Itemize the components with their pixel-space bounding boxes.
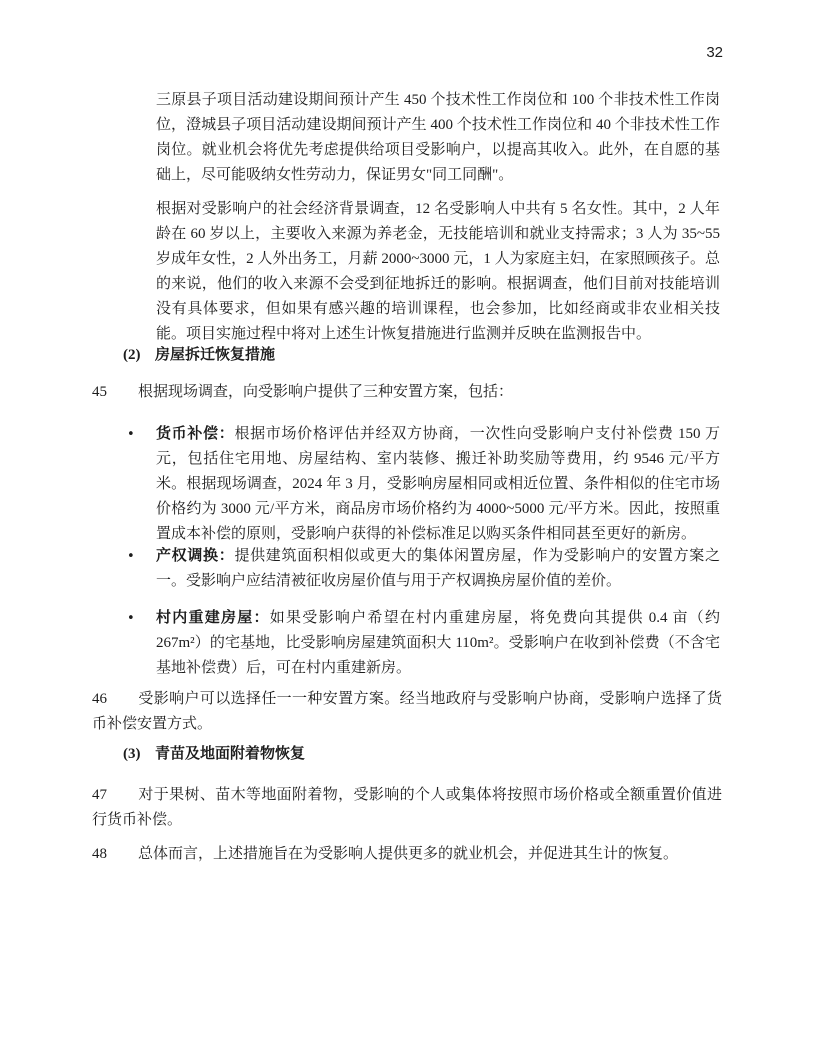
section-title: 房屋拆迁恢复措施 bbox=[155, 347, 276, 363]
bullet-term: 产权调换： bbox=[156, 548, 235, 564]
page-number: 32 bbox=[706, 44, 723, 61]
bullet-icon: • bbox=[127, 427, 135, 442]
intro-paragraph-employment: 三原县子项目活动建设期间预计产生 450 个技术性工作岗位和 100 个非技术性工作岗位，澄城县子项目活动建设期间预计产生 400 个技术性工作岗位和 40 个非技术性工作岗位。就业机会将优先考虑提供给项目受影响户，以提高其收入。此外，在自愿的基础上，尽可能吸纳女性劳动力，保证男女"同工同酬"。 bbox=[156, 92, 720, 183]
bullet-term: 村内重建房屋： bbox=[156, 610, 270, 626]
bullet-item-village-rebuild bbox=[127, 606, 720, 681]
bullet-icon: • bbox=[127, 549, 135, 564]
section-heading-crops-attachments bbox=[123, 742, 723, 767]
section-heading-house-demolition bbox=[123, 343, 723, 368]
paragraph-text: 根据现场调查，向受影响户提供了三种安置方案，包括： bbox=[138, 384, 514, 400]
paragraph-number: 47 bbox=[92, 787, 107, 803]
bullet-icon: • bbox=[127, 611, 135, 626]
numbered-paragraph-46 bbox=[92, 687, 722, 737]
paragraph-text: 受影响户可以选择任一一种安置方案。经当地政府与受影响户协商，受影响户选择了货币补偿安置方式。 bbox=[92, 691, 722, 732]
bullet-term: 货币补偿： bbox=[156, 426, 235, 442]
numbered-paragraph-45 bbox=[92, 380, 722, 405]
paragraph-number: 46 bbox=[92, 691, 107, 707]
paragraph-number: 45 bbox=[92, 384, 107, 400]
bullet-text: 提供建筑面积相似或更大的集体闲置房屋，作为受影响户的安置方案之一。受影响户应结清被征收房屋价值与用于产权调换房屋价值的差价。 bbox=[156, 548, 720, 589]
section-number: (2) bbox=[123, 347, 141, 363]
paragraph-number: 48 bbox=[92, 846, 107, 862]
numbered-paragraph-47 bbox=[92, 783, 722, 833]
paragraph-text: 总体而言，上述措施旨在为受影响人提供更多的就业机会，并促进其生计的恢复。 bbox=[138, 846, 679, 862]
section-title: 青苗及地面附着物恢复 bbox=[155, 746, 306, 762]
intro-paragraph-socioeconomic-survey: 根据对受影响户的社会经济背景调查，12 名受影响人中共有 5 名女性。其中，2 人年龄在 60 岁以上，主要收入来源为养老金，无技能培训和就业支持需求；3 人为 35~55 岁成年女性，2 人外出务工，月薪 2000~3000 元，1 人为家庭主妇，在家照顾孩子。总的来说，他们的收入来源不会受到征地拆迁的影响。根据调查，他们目前对技能培训没有具体要求，但如果有感兴趣的培训课程，也会参加，比如经商或非农业相关技能。项目实施过程中将对上述生计恢复措施进行监测并反映在监测报告中。 bbox=[156, 201, 720, 342]
bullet-item-property-swap bbox=[127, 544, 720, 594]
bullet-item-cash-compensation bbox=[127, 422, 720, 547]
bullet-text: 如果受影响户希望在村内重建房屋，将免费向其提供 0.4 亩（约 267m²）的宅基地，比受影响房屋建筑面积大 110m²。受影响户在收到补偿费（不含宅基地补偿费）后，可在村内重建新房。 bbox=[156, 610, 720, 676]
section-number: (3) bbox=[123, 746, 141, 762]
bullet-text: 根据市场价格评估并经双方协商，一次性向受影响户支付补偿费 150 万元，包括住宅用地、房屋结构、室内装修、搬迁补助奖励等费用，约 9546 元/平方米。根据现场调查，2024 年 3 月，受影响房屋相同或相近位置、条件相似的住宅市场价格约为 3000 元/平方米，商品房市场价格约为 4000~5000 元/平方米。因此，按照重置成本补偿的原则，受影响户获得的补偿标准足以购买条件相同甚至更好的新房。 bbox=[156, 426, 720, 542]
numbered-paragraph-48 bbox=[92, 842, 722, 867]
paragraph-text: 对于果树、苗木等地面附着物，受影响的个人或集体将按照市场价格或全额重置价值进行货币补偿。 bbox=[92, 787, 722, 828]
